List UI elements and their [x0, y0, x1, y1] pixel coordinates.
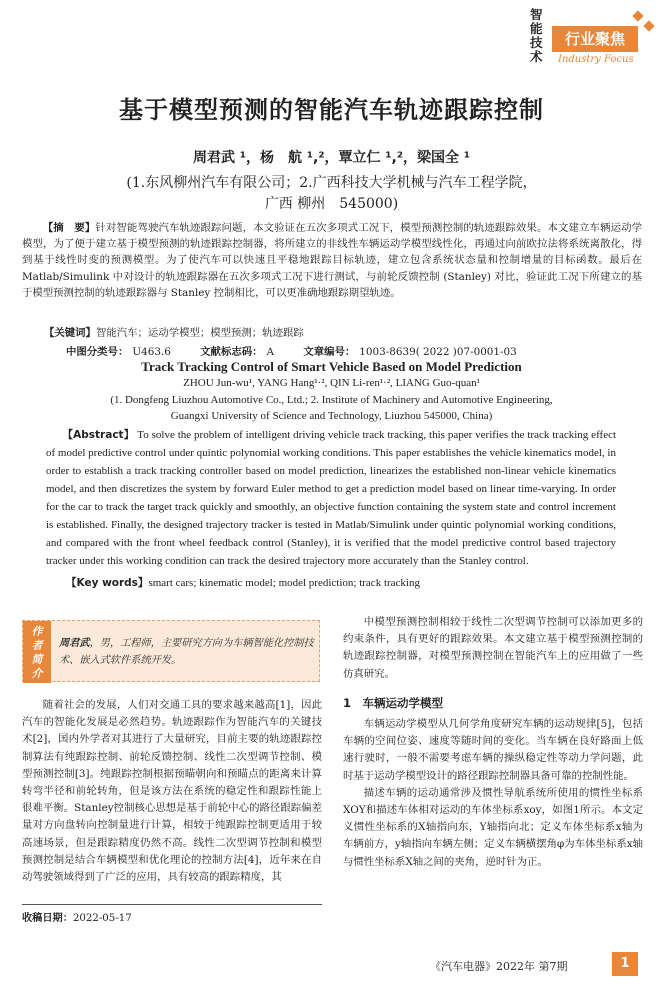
body-left-column: 随着社会的发展，人们对交通工具的要求越来越高[1]，因此汽车的智能化发展是必然趋势。轨迹跟踪作为智能汽车的关键技术[2]，国内外学者对其进行了大量研究，目前主要的轨迹跟踪控制算法有纯跟踪控制、前轮反馈控制、线性二次型调节控制、模型预测控制[3]。纯跟踪控制根据预瞄朝向和预瞄点的距离来计算转弯半径和前轮转角，但是该方法在系统的稳定性和跟踪性能上很难平衡。Stanley控制核心思想是基于前轮中心的路径跟踪偏差量对方向盘转向控制量进行计算，相较于纯跟踪控制更适用于较高速场景，但是跟踪精度仍然不高。线性二次型调节控制和模型预测控制是结合车辆模型和优化理论的控制方法[4]，近年来在自动驾驶领域得到了广泛的应用，具有较高的跟踪精度，其: [22, 699, 322, 884]
english-authors: ZHOU Jun-wu¹, YANG Hang¹·², QIN Li-ren¹·², LIANG Guo-quan¹: [183, 377, 480, 389]
article-number-label: 文章编号：: [303, 346, 356, 358]
keywords-en: [66, 575, 420, 590]
section-vertical-label: 智能技术: [530, 7, 543, 64]
page-number: 1: [612, 952, 638, 976]
received-value: 2022-05-17: [72, 913, 132, 924]
doc-code-value: A: [266, 346, 275, 358]
footnote-divider: [22, 904, 322, 905]
body-paragraph: 描述车辆的运动通常涉及惯性导航系统所使用的惯性坐标系XOY和描述车体相对运动的车体坐标系xoy，如图1所示。本文定义惯性坐标系的X轴指向东，Y轴指向北；定义车体坐标系x轴为车辆前方，y轴指向车辆左侧；定义车辆横摆角φ为车体坐标系x轴与惯性坐标系X轴之间的夹角，逆时针为正。: [343, 786, 643, 868]
english-affiliation-1: (1. Dongfeng Liuzhou Automotive Co., Ltd.; 2. Institute of Machinery and Automotive Engineering,: [110, 394, 553, 406]
journal-footer: 《汽车电器》2022年 第7期: [430, 960, 568, 973]
doc-code-label: 文献标志码：: [200, 346, 263, 358]
author-info-text: [59, 635, 317, 669]
abstract-en-text: To solve the problem of intelligent driving vehicle track tracking, this paper verifies the track tracking effect of model predictive control under quintic polynomial working conditions. This paper establishes the vehicle kinematics model, in order to establish a track tracking controller based on model prediction, linearizes the established non-linear vehicle kinematics model, and then discretizes the system by forward Euler method to get a prediction model based on linear time-varying. In order for the car to track the target track quickly and smoothly, an objective function containing the system state and control increment is established. Finally, the designed trajectory tracker is tested in Matlab/Simulink under quintic polynomial working conditions, and compared with the front wheel feedback control (Stanley), it is verified that the model predictive control based trajectory tracker under this working condition can track the desired trajectory more accurately than the Stanley control.: [46, 429, 617, 567]
author-tag-char: 者: [31, 639, 43, 652]
article-number-value: 1003-8639( 2022 )07-0001-03: [359, 346, 517, 358]
abstract-en: [46, 426, 616, 570]
body-right-column: [343, 614, 643, 871]
keywords-cn-text: 智能汽车；运动学模型；模型预测；轨迹跟踪: [95, 327, 304, 339]
clc-value: U463.6: [132, 346, 171, 358]
section-english-label: Industry Focus: [558, 54, 634, 65]
author-info-tag: [23, 621, 51, 683]
affiliation-line-1: (1.东风柳州汽车有限公司；2.广西科技大学机械与汽车工程学院，: [126, 175, 537, 191]
author-info-box: [22, 620, 320, 682]
author-list: 周君武 ¹，杨 航 ¹,²，覃立仁 ¹,²，梁国全 ¹: [193, 150, 470, 166]
keywords-cn-label: 【关键词】: [44, 327, 96, 339]
received-label: 收稿日期：: [22, 913, 73, 924]
keywords-cn: [44, 324, 304, 339]
section-badge: 行业聚焦: [552, 26, 638, 52]
english-affiliation-2: Guangxi University of Science and Technology, Liuzhou 545000, China): [170, 410, 493, 422]
body-paragraph: 中模型预测控制相较于线性二次型调节控制可以添加更多的约束条件，具有更好的跟踪效果。本文建立基于模型预测控制的轨迹跟踪控制器，对模型预测控制在智能汽车上的应用做了一些仿真研究。: [343, 616, 643, 680]
author-tag-char: 介: [31, 667, 43, 680]
abstract-cn: [22, 220, 642, 301]
author-name: 周君武: [59, 637, 90, 649]
abstract-en-label: 【Abstract】: [62, 429, 135, 441]
abstract-cn-text: 针对智能驾驶汽车轨迹跟踪问题，本文验证在五次多项式工况下，模型预测控制的轨迹跟踪效果。本文建立车辆运动学模型，为了便于建立基于模型预测的轨迹跟踪控制器，将所建立的非线性车辆运动学模型线性化，再通过向前欧拉法将系统离散化，得到基于线性时变的预测模型。为了使汽车可以快速且平稳地跟踪目标轨迹，建立包含系统状态量和控制增量的目标函数。最后在 Matlab/Simulink 中对设计的轨迹跟踪器在五次多项式工况下进行测试，与前轮反馈控制 (Stanley) 对比，验证此工况下所建立的基于模型预测控制的轨迹跟踪器与 Stanley 控制相比，可以更准确地跟踪期望轨迹。: [22, 222, 643, 299]
clc-label: 中图分类号：: [66, 346, 129, 358]
section-heading: 1 车辆运动学模型: [343, 695, 444, 710]
received-date: [22, 909, 132, 924]
paper-title: 基于模型预测的智能汽车轨迹跟踪控制: [119, 96, 544, 124]
author-tag-char: 作: [31, 625, 43, 638]
diamond-decoration-icon: [632, 10, 643, 21]
author-tag-char: 简: [31, 653, 43, 666]
keywords-en-label: 【Key words】: [66, 577, 149, 589]
diamond-decoration-icon: [643, 20, 654, 31]
classification-line: [66, 343, 543, 358]
body-paragraph: 车辆运动学模型从几何学角度研究车辆的运动规律[5]，包括车辆的空间位姿、速度等随时间的变化。当车辆在良好路面上低速行驶时，一般不需要考虑车辆的操纵稳定性等动力学问题，此时基于运动学模型设计的路径跟踪控制器具备可靠的控制性能。: [343, 718, 643, 782]
keywords-en-text: smart cars; kinematic model; model prediction; track tracking: [148, 577, 420, 589]
affiliation-line-2: 广西 柳州 545000): [264, 196, 399, 212]
english-title: Track Tracking Control of Smart Vehicle Based on Model Prediction: [141, 359, 522, 374]
author-desc: ，男，工程师，主要研究方向为车辆智能化控制技术、嵌入式软件系统开发。: [59, 638, 314, 666]
abstract-cn-label: 【摘 要】: [42, 222, 96, 234]
